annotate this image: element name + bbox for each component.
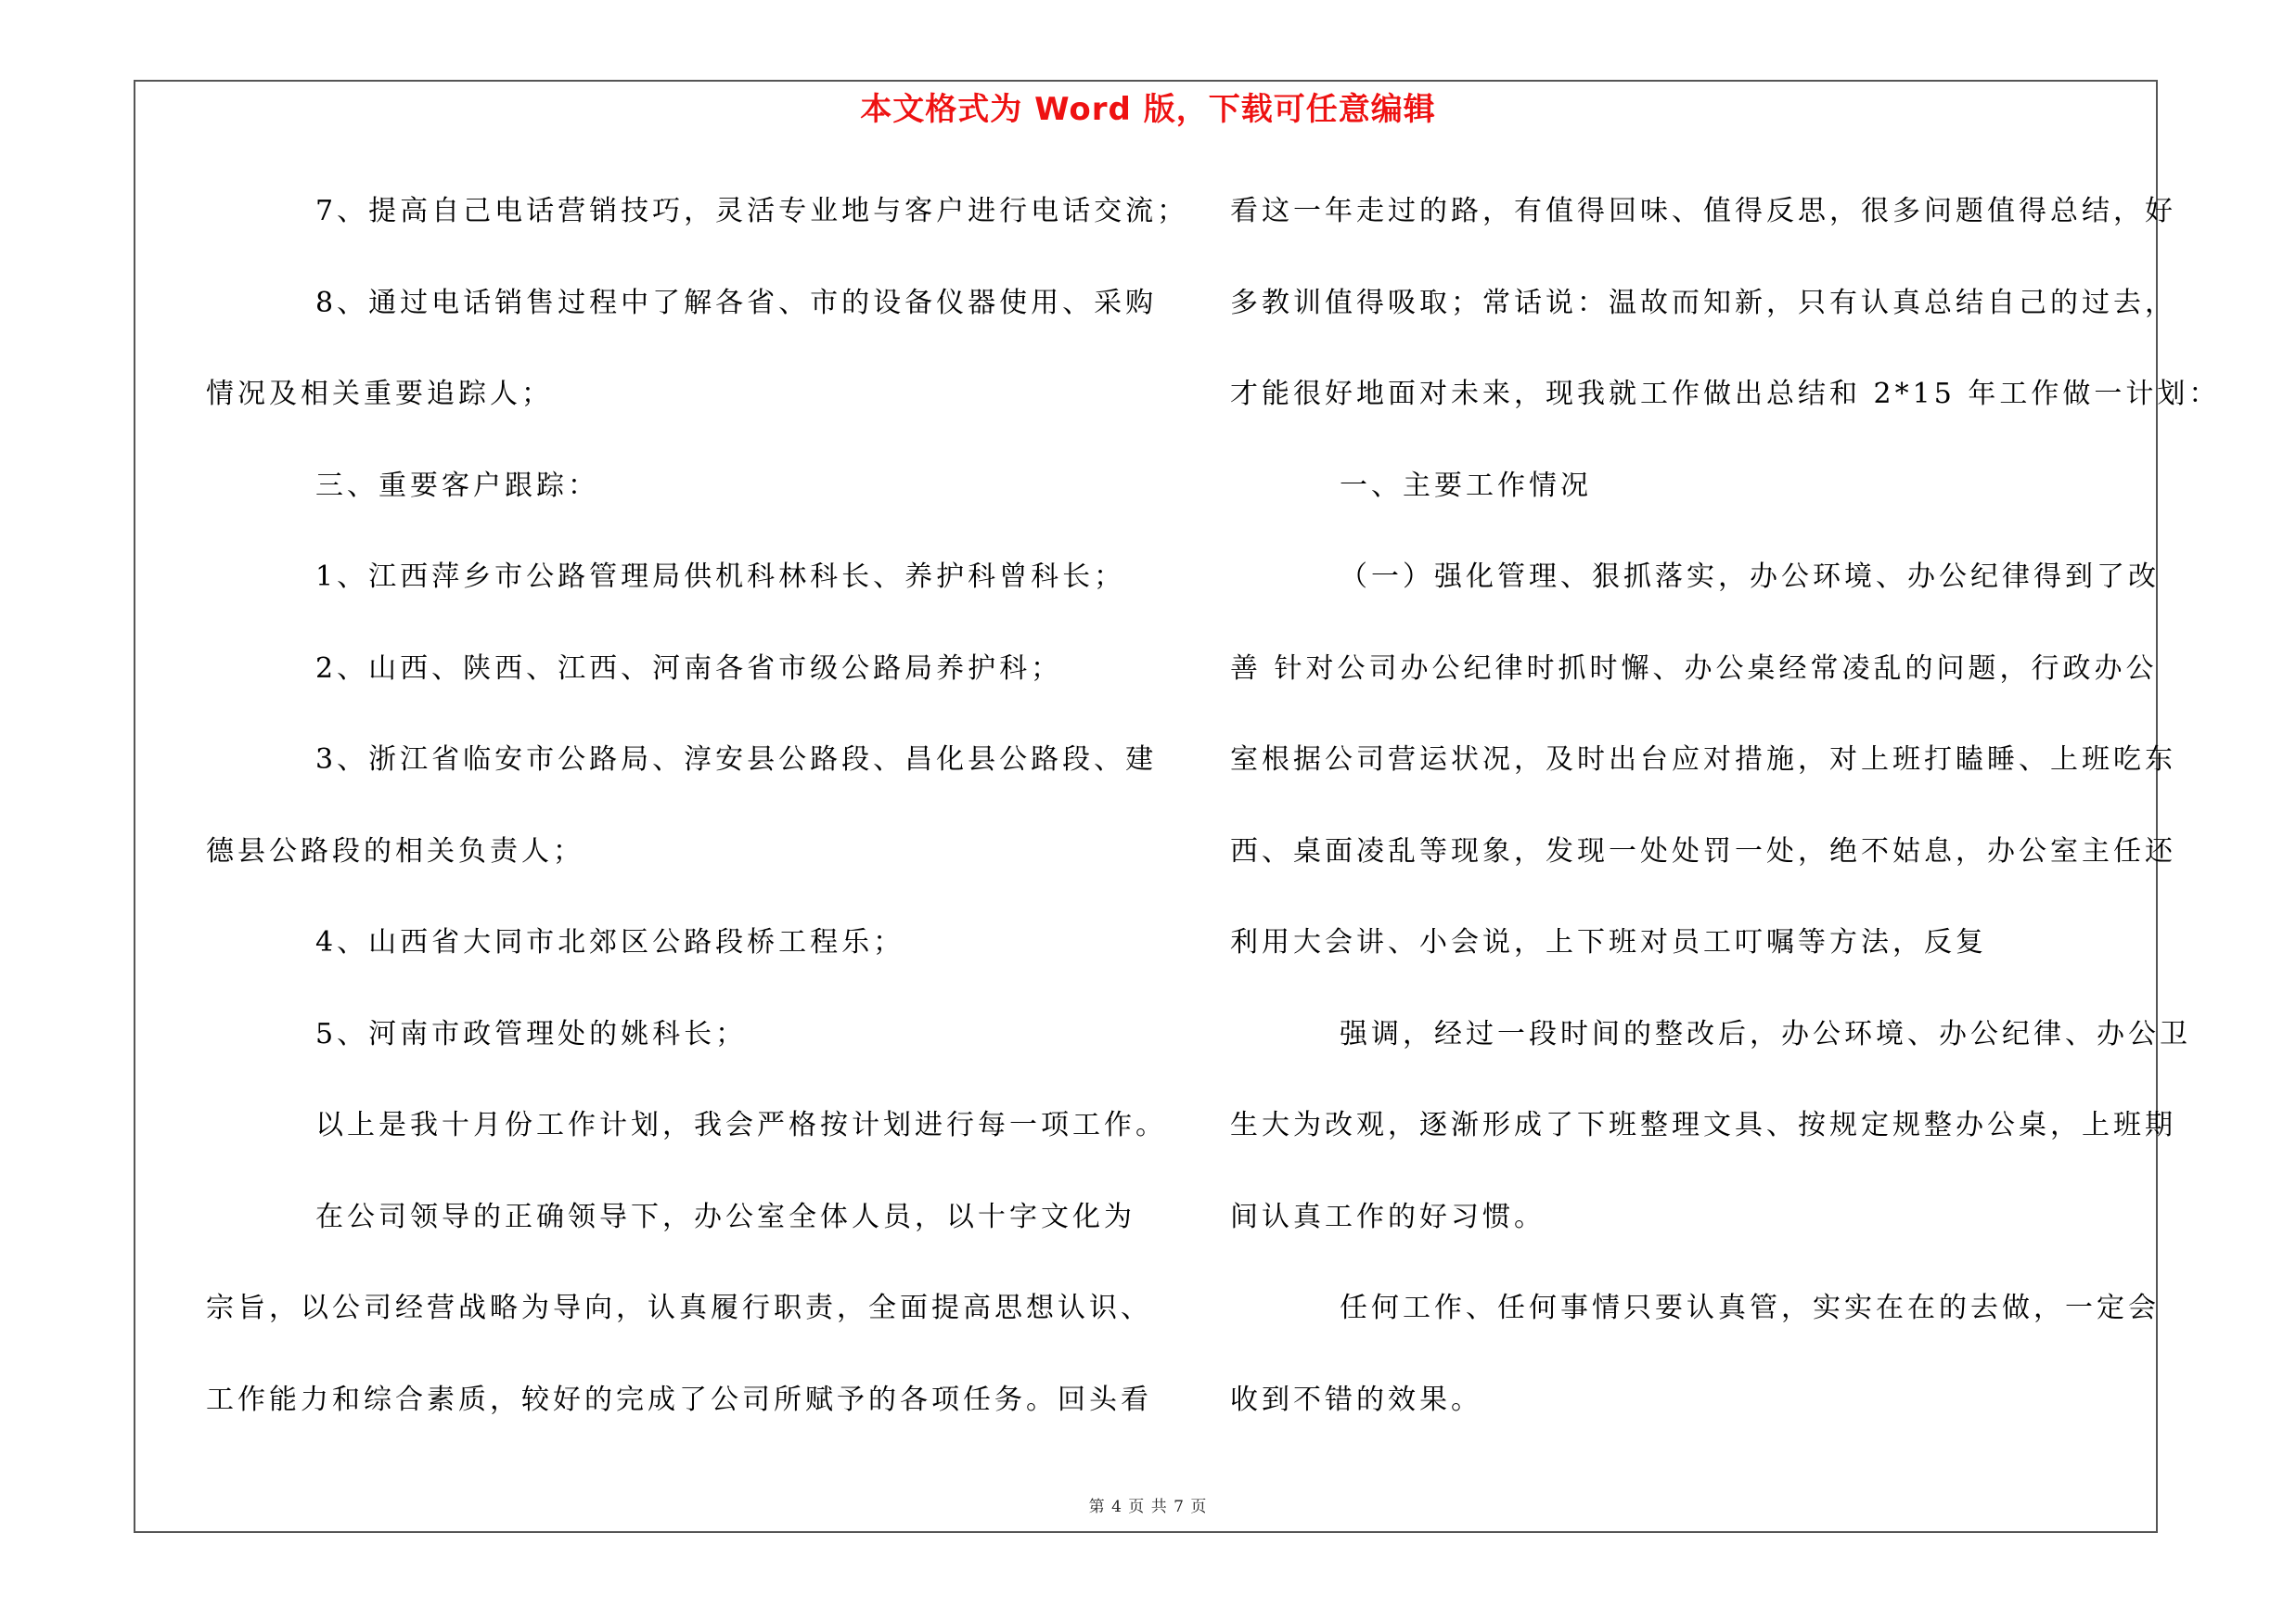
format-banner: 本文格式为 Word 版，下载可任意编辑: [860, 91, 1436, 128]
text-line: 一、主要工作情况: [1340, 469, 1592, 502]
text-line: 室根据公司营运状况，及时出台应对措施，对上班打瞌睡、上班吃东: [1230, 743, 2176, 776]
text-line: （一）强化管理、狠抓落实，办公环境、办公纪律得到了改: [1340, 560, 2160, 593]
text-line: 看这一年走过的路，有值得回味、值得反思，很多问题值得总结，好: [1230, 195, 2176, 227]
page-footer: 第 4 页 共 7 页: [1088, 1498, 1208, 1516]
text-line: 4、山西省大同市北郊区公路段桥工程乐；: [315, 926, 905, 959]
text-line: 情况及相关重要追踪人；: [206, 378, 553, 410]
text-line: 三、重要客户跟踪：: [315, 469, 599, 502]
text-line: 才能很好地面对未来，现我就工作做出总结和 2*15 年工作做一计划：: [1230, 378, 2221, 410]
text-line: 西、桌面凌乱等现象，发现一处处罚一处，绝不姑息，办公室主任还: [1230, 834, 2176, 868]
text-line: 强调，经过一段时间的整改后，办公环境、办公纪律、办公卫: [1340, 1017, 2191, 1050]
text-line: 利用大会讲、小会说，上下班对员工叮嘱等方法，反复: [1230, 926, 1987, 959]
text-line: 工作能力和综合素质，较好的完成了公司所赋予的各项任务。回头看: [206, 1383, 1152, 1416]
text-line: 宗旨，以公司经营战略为导向，认真履行职责，全面提高思想认识、: [206, 1292, 1152, 1324]
text-line: 8、通过电话销售过程中了解各省、市的设备仪器使用、采购: [315, 286, 1158, 319]
text-line: 间认真工作的好习惯。: [1230, 1200, 1546, 1233]
text-line: 1、江西萍乡市公路管理局供机科林科长、养护科曾科长；: [315, 560, 1126, 593]
text-line: 德县公路段的相关负责人；: [206, 834, 584, 868]
text-line: 7、提高自己电话营销技巧，灵活专业地与客户进行电话交流；: [315, 195, 1189, 227]
text-line: 善 针对公司办公纪律时抓时懈、办公桌经常凌乱的问题，行政办公: [1230, 651, 2158, 685]
text-line: 2、山西、陕西、江西、河南各省市级公路局养护科；: [315, 651, 1063, 685]
text-line: 生大为改观，逐渐形成了下班整理文具、按规定规整办公桌，上班期: [1230, 1109, 2176, 1141]
text-line: 3、浙江省临安市公路局、淳安县公路段、昌化县公路段、建: [315, 743, 1158, 776]
text-line: 以上是我十月份工作计划，我会严格按计划进行每一项工作。: [315, 1109, 1167, 1141]
text-line: 任何工作、任何事情只要认真管，实实在在的去做，一定会: [1340, 1292, 2160, 1324]
text-line: 在公司领导的正确领导下，办公室全体人员，以十字文化为: [315, 1200, 1135, 1233]
text-line: 5、河南市政管理处的姚科长；: [315, 1017, 748, 1050]
text-line: 多教训值得吸取；常话说：温故而知新，只有认真总结自己的过去，: [1230, 286, 2176, 319]
text-line: 收到不错的效果。: [1230, 1383, 1482, 1416]
